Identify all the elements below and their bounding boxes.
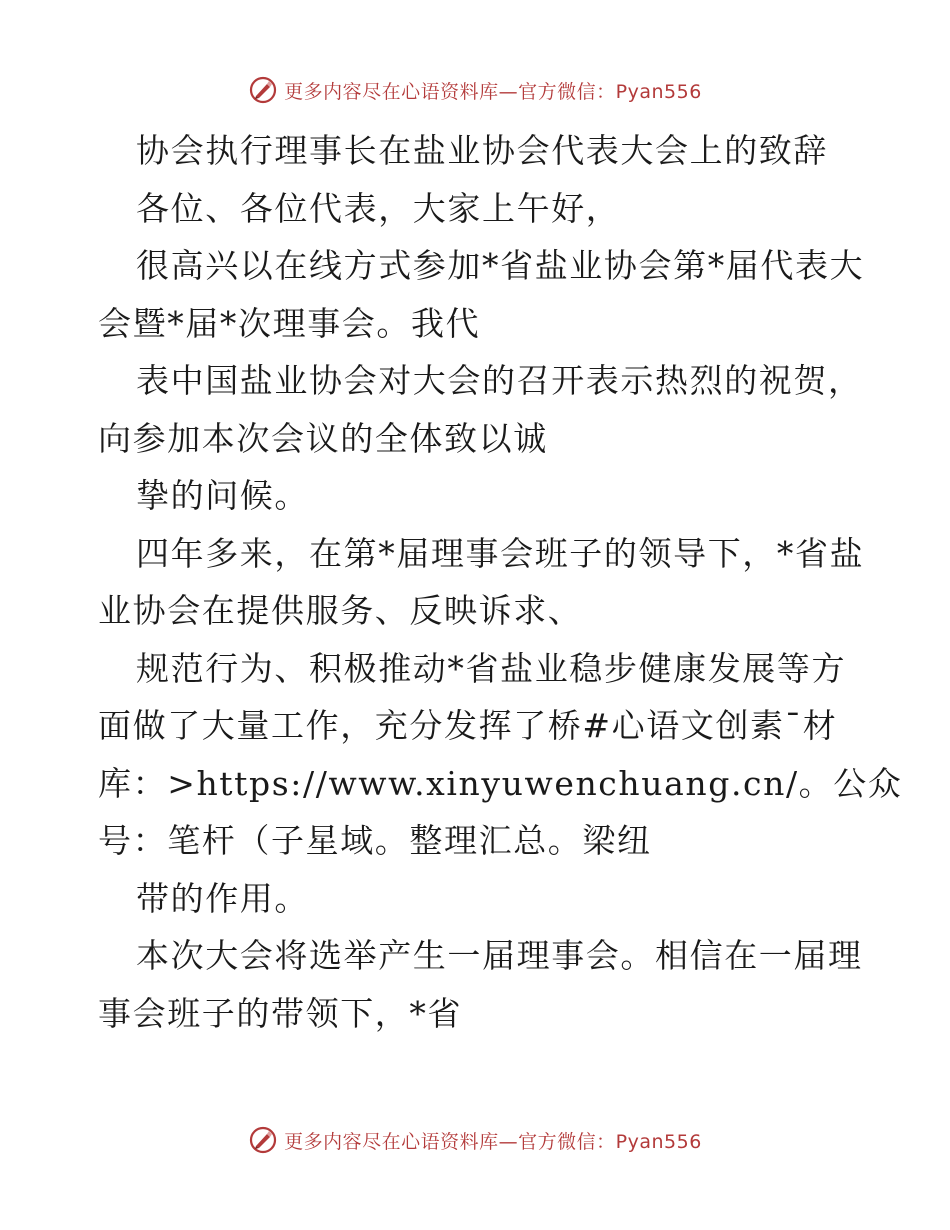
red-pen-logo-icon — [248, 1125, 278, 1155]
paragraph-line: 会暨*届*次理事会。我代 — [98, 303, 481, 343]
paragraph-line: 表中国盐业协会对大会的召开表示热烈的祝贺， — [136, 361, 863, 400]
footer-watermark-banner — [0, 1120, 950, 1160]
paragraph-line: 号：笔杆（子星域。整理汇总。梁纽 — [98, 821, 652, 860]
header-watermark-banner — [0, 70, 950, 110]
paragraph-line: 各位、各位代表，大家上午好， — [136, 188, 621, 228]
paragraph-line: 四年多来，在第*届理事会班子的领导下，*省盐 — [136, 533, 865, 573]
red-pen-logo-icon — [248, 75, 278, 105]
watermark-text: 更多内容尽在心语资料库—官方微信：Pyan556 — [284, 1130, 702, 1153]
paragraph-line: 很高兴以在线方式参加*省盐业协会第*届代表大 — [136, 246, 865, 285]
paragraph-line: 面做了大量工作，充分发挥了桥#心语文创素¯材 — [98, 706, 838, 745]
paragraph-line: 本次大会将选举产生一届理事会。相信在一届理 — [136, 936, 863, 975]
watermark-text: 更多内容尽在心语资料库—官方微信：Pyan556 — [284, 80, 702, 103]
paragraph-line: 事会班子的带领下，*省 — [98, 993, 463, 1033]
paragraph-line: 挚的问候。 — [136, 476, 309, 515]
document-title: 协会执行理事长在盐业协会代表大会上的致辞 — [136, 131, 828, 170]
paragraph-line: 向参加本次会议的全体致以诚 — [98, 418, 548, 458]
document-body — [98, 122, 903, 1042]
paragraph-line: 带的作用。 — [136, 878, 309, 918]
paragraph-line: 规范行为、积极推动*省盐业稳步健康发展等方 — [136, 648, 847, 688]
paragraph-line: 库：>https://www.xinyuwenchuang.cn/。公众 — [98, 763, 903, 803]
paragraph-line: 业协会在提供服务、反映诉求、 — [98, 591, 583, 630]
